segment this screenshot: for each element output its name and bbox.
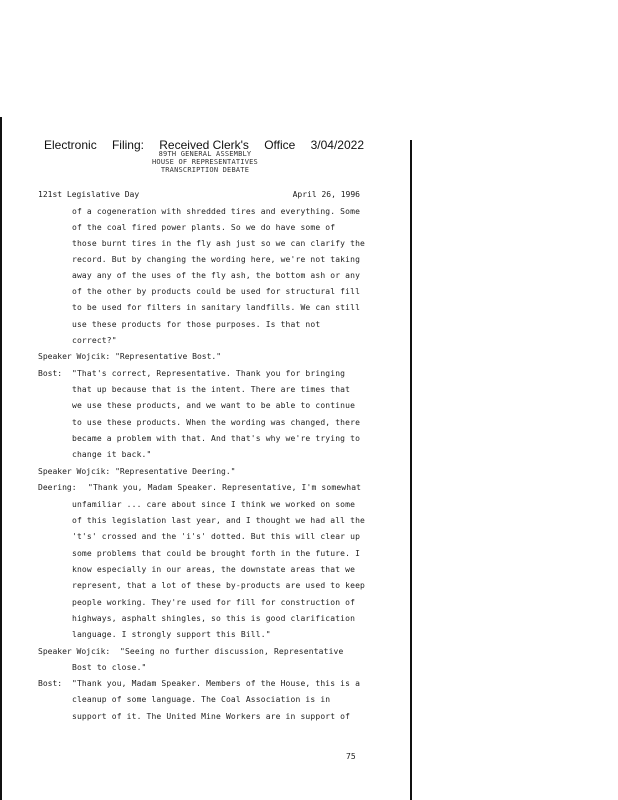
scan-left-edge	[0, 117, 2, 800]
speaker-label: Deering:	[38, 483, 77, 492]
speaker-label: Bost:	[38, 369, 63, 378]
dateline	[38, 190, 360, 199]
text-line: cleanup of some language. The Coal Association is in	[72, 695, 331, 704]
text-line: use these products for those purposes. Is that not	[72, 320, 321, 329]
text-line: some problems that could be brought forth in the future. I	[72, 549, 361, 558]
text-line: people working. They're used for fill for construction of	[72, 598, 356, 607]
stamp-office: Office	[264, 138, 296, 152]
text-line: 't's' crossed and the 'i's' dotted. But this will clear up	[72, 532, 361, 541]
speaker-line: Speaker Wojcik: "Representative Deering."	[38, 467, 236, 476]
page-number: 75	[346, 752, 356, 761]
stamp-received: Received Clerk's	[159, 138, 249, 152]
header-transcription: TRANSCRIPTION DEBATE	[160, 166, 250, 174]
text-line: highways, asphalt shingles, so this is good clarification	[72, 614, 356, 623]
text-line: "Thank you, Madam Speaker. Members of the House, this is a	[72, 679, 361, 688]
text-line: to use these products. When the wording was changed, there	[72, 418, 361, 427]
header-house: HOUSE OF REPRESENTATIVES	[152, 158, 258, 166]
text-line: of the other by products could be used for structural fill	[72, 287, 361, 296]
stamp-filing: Filing:	[111, 138, 144, 152]
text-line: "Thank you, Madam Speaker. Representative, I'm somewhat	[88, 483, 362, 492]
text-line: Bost to close."	[72, 663, 147, 672]
text-line: became a problem with that. And that's why we're trying to	[72, 434, 361, 443]
text-line: change it back."	[72, 450, 152, 459]
text-line: language. I strongly support this Bill."	[72, 630, 271, 639]
speaker-line: Speaker Wojcik: "Representative Bost."	[38, 352, 222, 361]
text-line: unfamiliar ... care about since I think we worked on some	[72, 500, 356, 509]
text-line: of this legislation last year, and I thought we had all the	[72, 516, 366, 525]
text-line: of a cogeneration with shredded tires and everything. Some	[72, 207, 361, 216]
scan-right-edge	[410, 140, 412, 800]
session-date: April 26, 1996	[292, 190, 360, 199]
header-assembly: 89TH GENERAL ASSEMBLY	[158, 150, 252, 158]
stamp-date: 3/04/2022	[310, 138, 364, 152]
text-line: know especially in our areas, the downstate areas that we	[72, 565, 356, 574]
speaker-label: Speaker Wojcik:	[38, 647, 111, 656]
text-line: that up because that is the intent. There are times that	[72, 385, 351, 394]
text-line: "Seeing no further discussion, Representative	[120, 647, 344, 656]
text-line: record. But by changing the wording here, we're not taking	[72, 255, 361, 264]
text-line: support of it. The United Mine Workers are in support of	[72, 712, 351, 721]
text-line: we use these products, and we want to be able to continue	[72, 401, 356, 410]
speaker-label: Bost:	[38, 679, 63, 688]
text-line: away any of the uses of the fly ash, the bottom ash or any	[72, 271, 361, 280]
stamp-electronic: Electronic	[44, 138, 97, 152]
document-header	[120, 150, 290, 174]
text-line: those burnt tires in the fly ash just so we can clarify the	[72, 239, 366, 248]
text-line: "That's correct, Representative. Thank you for bringing	[72, 369, 346, 378]
text-line: represent, that a lot of these by-products are used to keep	[72, 581, 366, 590]
legislative-day: 121st Legislative Day	[38, 190, 140, 199]
text-line: correct?"	[72, 336, 117, 345]
text-line: to be used for filters in sanitary landfills. We can still	[72, 303, 361, 312]
text-line: of the coal fired power plants. So we do have some of	[72, 223, 336, 232]
